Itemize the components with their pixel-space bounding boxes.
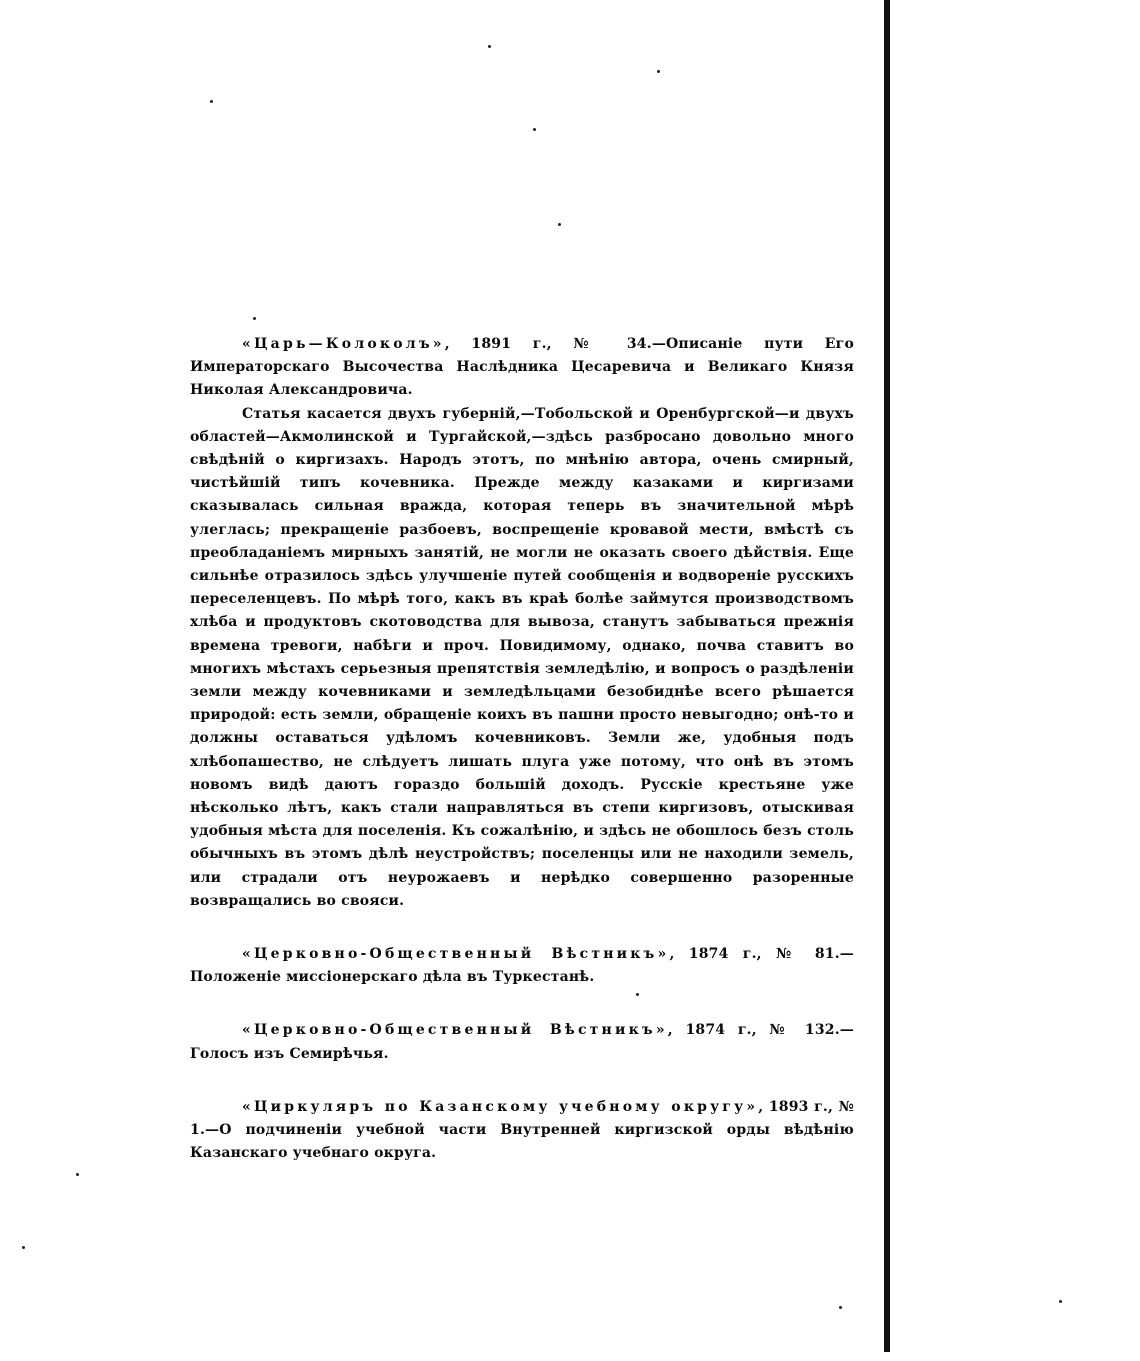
entry-tserkovno-vestnik-132 <box>190 1019 854 1065</box>
scan-speck <box>533 128 536 131</box>
scan-speck <box>210 100 213 103</box>
scan-speck <box>488 45 491 48</box>
entry-heading <box>190 1019 854 1065</box>
entry-reference: , 1893 г., № 1.—О подчиненіи учебной части Внутренней киргизской орды вѣдѣнію Казанскаго учебнаго округа. <box>190 1098 854 1162</box>
entry-heading <box>190 1096 854 1166</box>
binding-rule <box>884 0 890 1352</box>
entry-title: «Церковно-Общественный Вѣстникъ» <box>242 1022 668 1039</box>
scan-speck <box>657 70 660 73</box>
entry-reference: , 1891 г., № 34.—Описаніе пути Его Императорскаго Высочества Наслѣдника Цесаревича и Великаго Князя Николая Александровича. <box>190 336 854 399</box>
entry-title: «Церковно-Общественный Вѣстникъ» <box>242 946 670 963</box>
scan-speck <box>22 1246 25 1249</box>
scan-speck <box>253 317 256 320</box>
entry-title: «Циркуляръ по Казанскому учебному округу» <box>242 1098 759 1115</box>
entry-tsirkulyar <box>190 1096 854 1166</box>
entry-tserkovno-vestnik-81 <box>190 943 854 989</box>
scan-speck <box>1059 1300 1062 1303</box>
entry-heading <box>190 333 854 403</box>
entry-reference: , 1874 г., № 132.—Голосъ изъ Семирѣчья. <box>190 1022 855 1062</box>
scan-speck <box>839 1306 842 1309</box>
entry-heading <box>190 943 854 989</box>
text-column <box>190 333 854 1196</box>
entry-title: «Царь—Колоколъ» <box>242 336 445 352</box>
entry-body: Статья касается двухъ губерній,—Тобольской и Оренбургской—и двухъ областей—Акмолинской и Тургайской,—здѣсь разбросано довольно много свѣдѣній о киргизахъ. Народъ этотъ, по мнѣнію автора, очень смирный, чистѣйшій типъ кочевника. Прежде между казаками и киргизами сказывалась сильная вражда, которая теперь въ значительной мѣрѣ улеглась; прекращеніе разбоевъ, воспрещеніе кровавой мести, вмѣстѣ съ преобладаніемъ мирныхъ занятій, не могли не оказать своего дѣйствія. Еще сильнѣе отразилось здѣсь улучшеніе путей сообщенія и водвореніе русскихъ переселенцевъ. По мѣрѣ того, какъ въ краѣ болѣе займутся производствомъ хлѣба и продуктовъ скотоводства для вывоза, станутъ забываться прежнія времена тревоги, набѣги и проч. Повидимому, однако, почва ставитъ во многихъ мѣстахъ серьезныя препятствія земледѣлію, и вопросъ о раздѣленіи земли между кочевниками и земледѣльцами безобиднѣе всего рѣшается природой: есть земли, обращеніе коихъ въ пашни просто невыгодно; онѣ-то и должны оставаться удѣломъ кочевниковъ. Земли же, удобныя подъ хлѣбопашество, не слѣдуетъ лишать плуга уже потому, что онѣ въ этомъ новомъ видѣ даютъ гораздо большій доходъ. Русскіе крестьяне уже нѣсколько лѣтъ, какъ стали направляться въ степи киргизовъ, отыскивая удобныя мѣста для поселенія. Къ сожалѣнію, и здѣсь не обошлось безъ столь обычныхъ въ этомъ дѣлѣ неустройствъ; поселенцы или не находили земель, или страдали отъ неурожаевъ и нерѣдко совершенно разоренные возвращались во свояси. <box>190 405 854 909</box>
scan-speck <box>76 1173 79 1176</box>
entry-reference: , 1874 г., № 81.—Положеніе миссіонерскаго дѣла въ Туркестанѣ. <box>190 946 854 986</box>
entry-tsar-kolokol <box>190 333 854 913</box>
scan-speck <box>558 223 561 226</box>
